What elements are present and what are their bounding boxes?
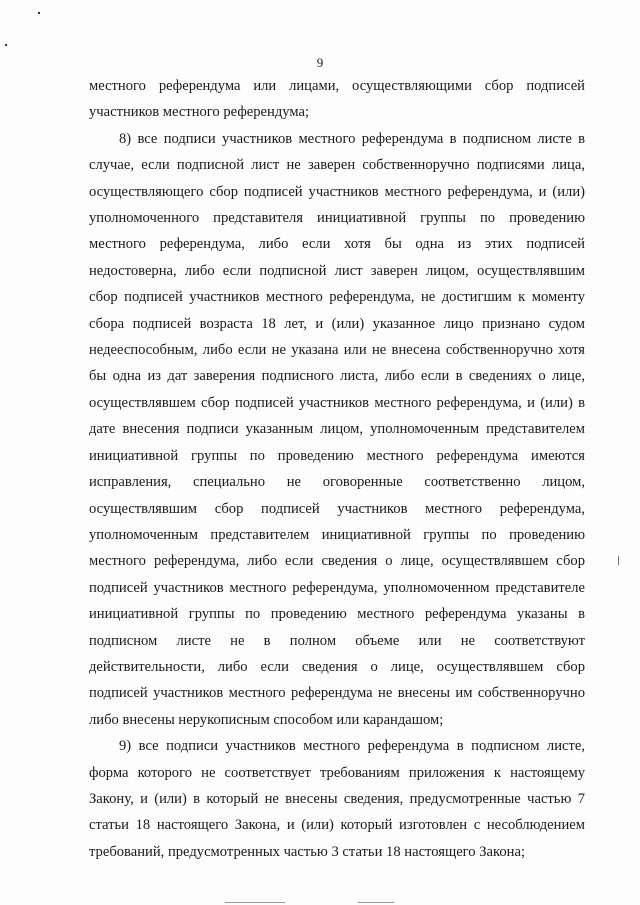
text-line: сбор подписей участников местного референдума, не достигшим к моменту xyxy=(89,289,585,306)
paragraph-item-9 xyxy=(89,733,585,865)
text-line: либо внесены нерукописным способом или карандашом; xyxy=(89,711,444,728)
scan-edge-line xyxy=(358,902,394,903)
text-line: осуществляющего сбор подписей участников местного референдума, и (или) xyxy=(89,183,585,200)
text-line: форма которого не соответствует требованиям приложения к настоящему xyxy=(89,764,585,781)
text-line: местного референдума, либо если хотя бы одна из этих подписей xyxy=(89,236,585,253)
page-number: 9 xyxy=(316,55,324,70)
text-line: местного референдума или лицами, осуществляющими сбор подписей xyxy=(89,78,585,94)
text-line: уполномоченного представителя инициативной группы по проведению xyxy=(89,210,585,227)
text-line: действительности, либо если сведения о лице, осуществлявшем сбор xyxy=(89,658,585,675)
text-line: недостоверна, либо если подписной лист заверен лицом, осуществлявшим xyxy=(89,262,585,279)
text-line: требований, предусмотренных частью 3 статьи 18 настоящего Закона; xyxy=(89,843,526,860)
text-line: подписей участников местного референдума не внесены им собственноручно xyxy=(89,685,585,702)
text-line: 9) все подписи участников местного референдума в подписном листе, xyxy=(119,738,585,755)
text-line: исправления, специально не оговоренные соответственно лицом, xyxy=(89,474,585,491)
text-line: подписей участников местного референдума, уполномоченном представителе xyxy=(89,579,585,596)
text-line: сбора подписей возраста 18 лет, и (или) указанное лицо признано судом xyxy=(89,315,585,332)
text-line: инициативной группы по проведению местного референдума имеются xyxy=(89,447,585,464)
text-line: участников местного референдума; xyxy=(89,104,310,121)
scan-speck xyxy=(5,44,7,46)
scan-speck xyxy=(38,12,40,14)
text-line: осуществлявшем сбор подписей участников местного референдума, и (или) в xyxy=(89,394,585,411)
paragraph-item-8 xyxy=(89,126,585,733)
scan-speck xyxy=(618,556,619,565)
text-line: статьи 18 настоящего Закона, и (или) который изготовлен с несоблюдением xyxy=(89,817,585,834)
scan-edge-line xyxy=(225,902,285,903)
text-line: осуществлявшим сбор подписей участников местного референдума, xyxy=(89,500,585,517)
text-line: подписном листе не в полном объеме или не соответствуют xyxy=(89,632,585,649)
text-line: случае, если подписной лист не заверен собственноручно подписями лица, xyxy=(89,157,585,174)
text-line: Закону, и (или) в который не внесены сведения, предусмотренные частью 7 xyxy=(89,790,585,807)
text-line: бы одна из дат заверения подписного листа, либо если в сведениях о лице, xyxy=(89,368,585,385)
text-line: 8) все подписи участников местного референдума в подписном листе в xyxy=(119,130,585,147)
text-line: недееспособным, либо если не указана или не внесена собственноручно хотя xyxy=(89,342,585,359)
paragraph-continuation xyxy=(89,73,585,126)
text-line: дате внесения подписи указанным лицом, уполномоченным представителем xyxy=(89,421,585,438)
text-line: уполномоченным представителем инициативной группы по проведению xyxy=(89,526,585,543)
text-line: инициативной группы по проведению местного референдума указаны в xyxy=(89,606,585,623)
document-body xyxy=(89,73,585,865)
text-line: местного референдума, либо если сведения о лице, осуществлявшем сбор xyxy=(89,553,585,570)
